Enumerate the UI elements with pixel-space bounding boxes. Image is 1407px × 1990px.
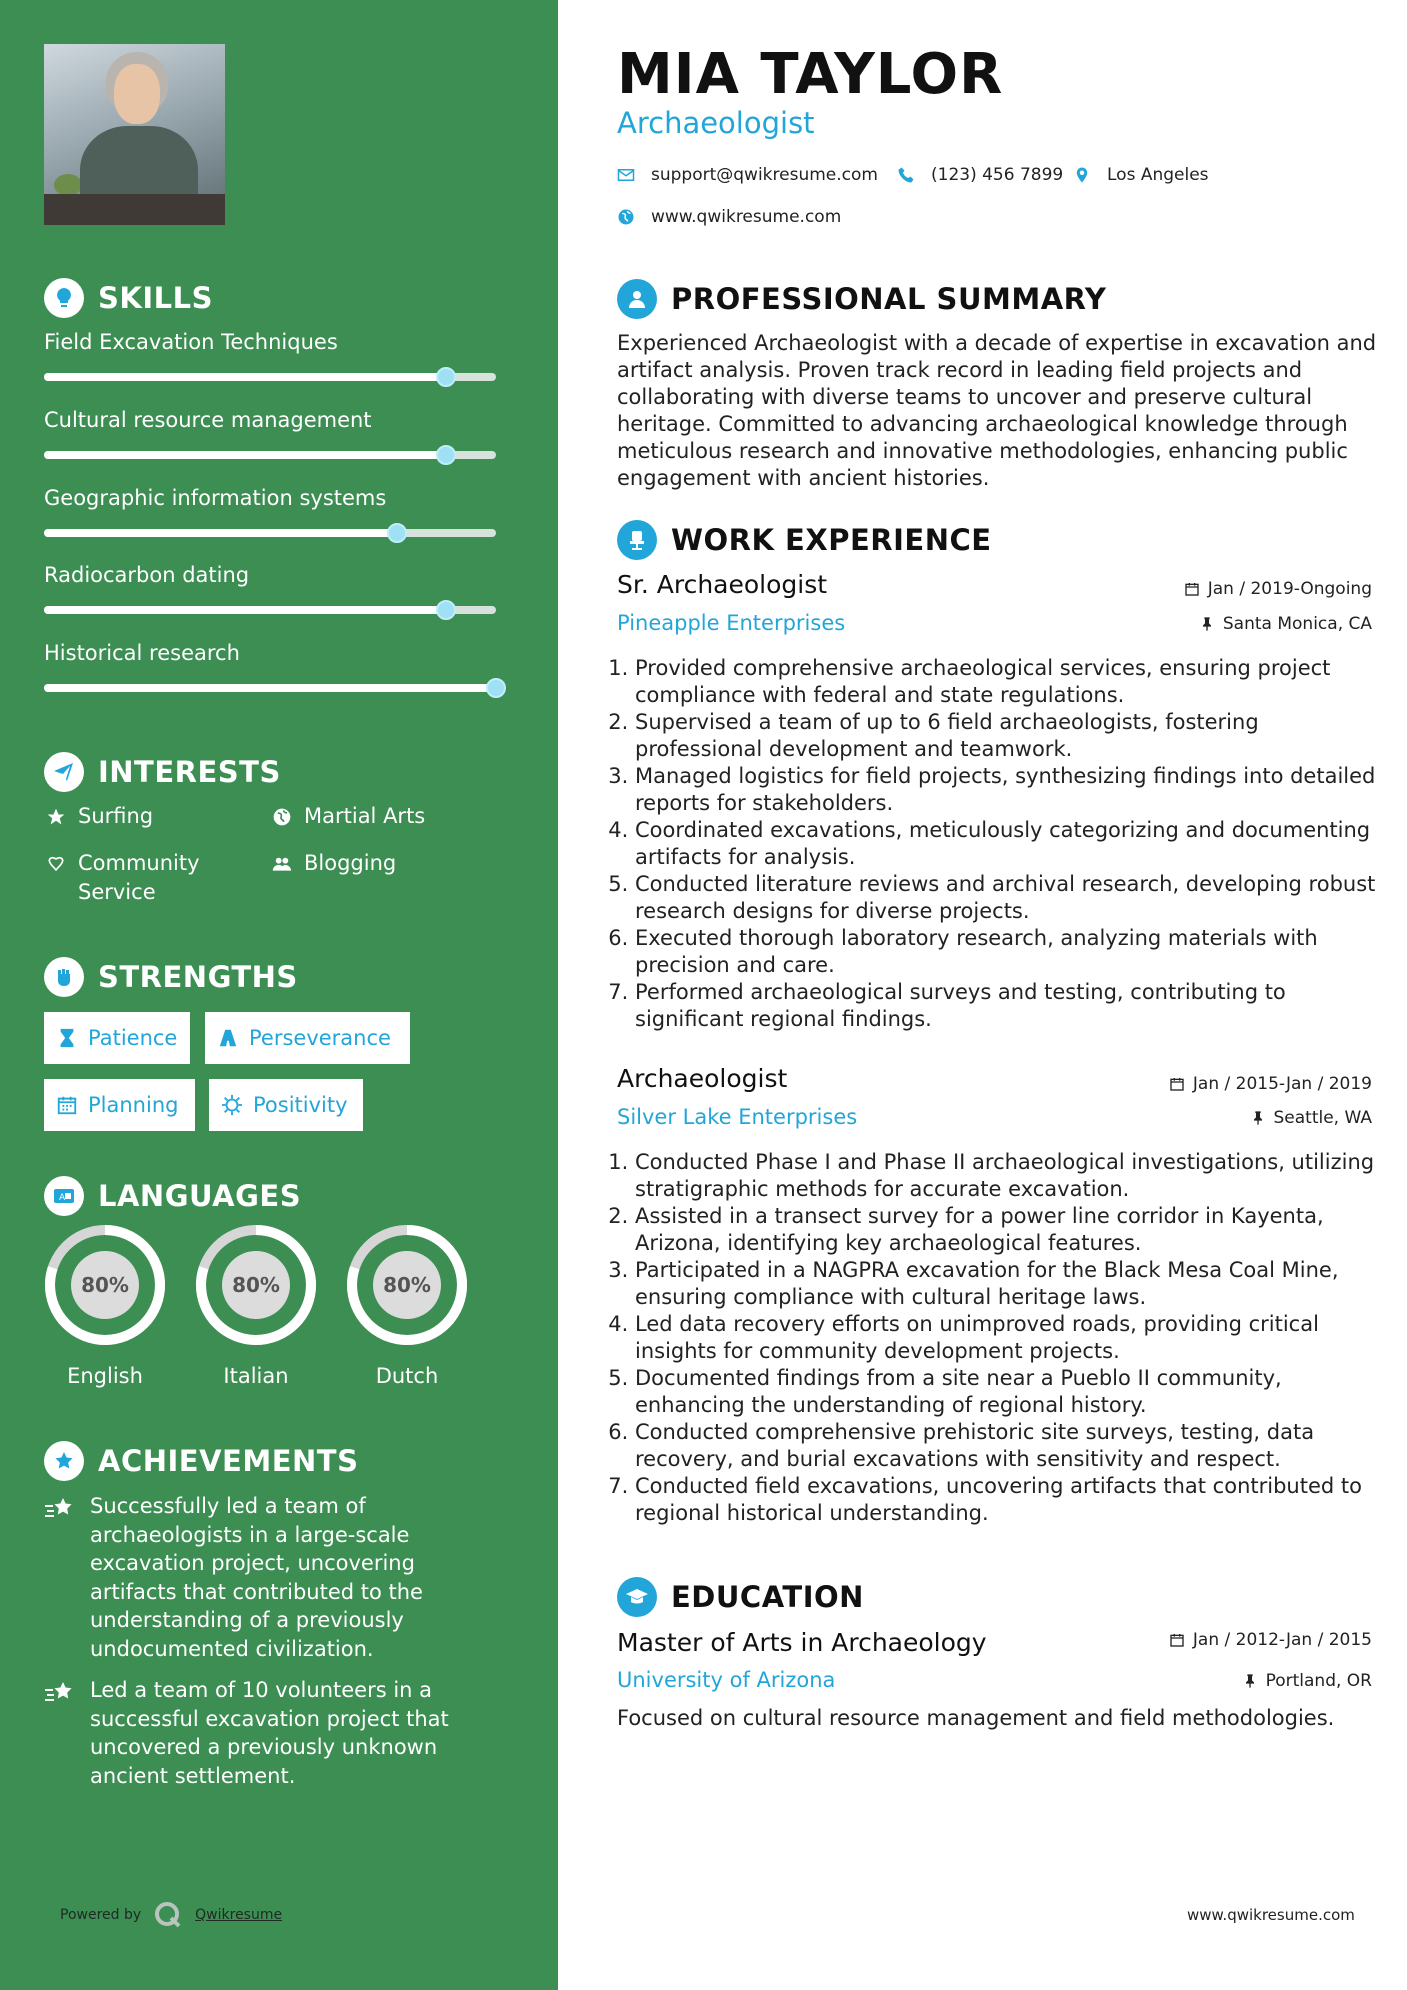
shooting-star-icon: [44, 1680, 78, 1790]
contact-phone: [897, 165, 1063, 185]
powered-by-label: Powered by: [60, 1907, 142, 1923]
language-percent: 80%: [383, 1273, 431, 1297]
strengths-heading: [44, 957, 298, 997]
job-bullet: 1. Provided comprehensive archaeological services, ensuring project compliance with federal and state regulations.: [635, 655, 1377, 709]
contact-website: [617, 207, 841, 227]
job-bullet: 4. Led data recovery efforts on unimproved roads, providing critical insights for community development projects.: [635, 1311, 1377, 1365]
calendar-icon: [1169, 1076, 1185, 1092]
skill-name: Historical research: [44, 641, 240, 665]
job-dates: [1169, 1074, 1372, 1094]
pushpin-icon: [1250, 1110, 1266, 1126]
pushpin-icon: [1242, 1673, 1258, 1689]
job-bullet: 6. Conducted comprehensive prehistoric site surveys, testing, data recovery, and burial excavations with sensitivity and respect.: [635, 1419, 1377, 1473]
powered-by: [60, 1900, 282, 1930]
education-location-text: Portland, OR: [1265, 1671, 1372, 1691]
heart-outline-icon: [44, 849, 68, 878]
lightbulb-icon: [44, 278, 84, 318]
summary-heading: [617, 279, 1106, 319]
education-heading: [617, 1577, 864, 1617]
skill-bar: [44, 373, 496, 381]
interest-label: Martial Arts: [304, 804, 426, 828]
footer-url[interactable]: www.qwikresume.com: [1187, 1906, 1355, 1924]
website-text: www.qwikresume.com: [651, 207, 842, 227]
job-bullet: 7. Conducted field excavations, uncovering artifacts that contributed to regional historical understanding.: [635, 1473, 1377, 1527]
education-description: Focused on cultural resource management and field methodologies.: [617, 1706, 1335, 1730]
users-icon: [270, 849, 294, 878]
strength-badge: [44, 1012, 190, 1064]
interests-heading: [44, 752, 281, 792]
road-icon: [217, 1027, 239, 1049]
globe-icon: [270, 802, 294, 831]
job-company: Silver Lake Enterprises: [617, 1105, 858, 1129]
strength-label: Patience: [88, 1026, 178, 1050]
language-name: Dutch: [375, 1364, 439, 1388]
skill-bar: [44, 684, 496, 692]
envelope-icon: [617, 166, 635, 184]
shooting-star-icon: [44, 1496, 78, 1663]
interest-item: [270, 802, 425, 831]
email-text: support@qwikresume.com: [651, 165, 878, 185]
job-bullet: 2. Supervised a team of up to 6 field archaeologists, fostering professional development and teamwork.: [635, 709, 1377, 763]
office-chair-icon: [617, 520, 657, 560]
interest-label: Blogging: [304, 851, 397, 875]
job-bullets: [617, 1149, 1377, 1527]
strength-label: Perseverance: [249, 1026, 391, 1050]
job-location-text: Seattle, WA: [1273, 1108, 1372, 1128]
achievements-title: ACHIEVEMENTS: [98, 1444, 359, 1478]
strength-label: Positivity: [253, 1093, 348, 1117]
language-percent: 80%: [81, 1273, 129, 1297]
education-location: [1242, 1671, 1372, 1691]
language-name: Italian: [223, 1364, 289, 1388]
language-item: [346, 1224, 468, 1388]
interest-item: [44, 802, 153, 831]
skill-item: [44, 563, 504, 587]
job-bullet: 3. Participated in a NAGPRA excavation for the Black Mesa Coal Mine, ensuring compliance with cultural heritage laws.: [635, 1257, 1377, 1311]
job-bullet: 5. Conducted literature reviews and archival research, developing robust research designs for diverse projects.: [635, 871, 1377, 925]
skills-heading: [44, 278, 213, 318]
graduation-icon: [617, 1577, 657, 1617]
map-marker-icon: [1073, 166, 1091, 184]
strength-label: Planning: [88, 1093, 179, 1117]
achievement-text: Successfully led a team of archaeologists in a large-scale excavation project, uncovering artifacts that contributed to the understanding of a previously undocumented civilization.: [90, 1494, 423, 1661]
skill-item: [44, 486, 504, 510]
star-icon: [44, 802, 68, 831]
sidebar: [0, 0, 558, 1990]
globe-icon: [617, 208, 635, 226]
language-item: [44, 1224, 166, 1388]
skill-slider-knob: [436, 445, 456, 465]
skill-item: [44, 408, 504, 432]
skill-slider-knob: [486, 678, 506, 698]
job-location: [1250, 1108, 1373, 1128]
skill-name: Radiocarbon dating: [44, 563, 250, 587]
achievement-text: Led a team of 10 volunteers in a successful excavation project that uncovered a previously unknown ancient settlement.: [90, 1678, 449, 1788]
interests-title: INTERESTS: [98, 755, 281, 789]
calendar-icon: [56, 1094, 78, 1116]
strengths-title: STRENGTHS: [98, 960, 298, 994]
skill-slider-knob: [387, 523, 407, 543]
candidate-role: Archaeologist: [617, 106, 815, 140]
language-name: English: [67, 1364, 143, 1388]
candidate-name: MIA TAYLOR: [617, 42, 1004, 107]
skill-bar: [44, 606, 496, 614]
education-dates-text: Jan / 2012-Jan / 2015: [1192, 1630, 1372, 1650]
job-bullet: 5. Documented findings from a site near a Pueblo II community, enhancing the understanding of regional history.: [635, 1365, 1377, 1419]
job-location-text: Santa Monica, CA: [1222, 614, 1372, 634]
achievement-item: [44, 1492, 504, 1663]
interest-item: [44, 849, 234, 907]
interest-label: Surfing: [78, 804, 154, 828]
job-bullet: 2. Assisted in a transect survey for a power line corridor in Kayenta, Arizona, identifying key archaeological features.: [635, 1203, 1377, 1257]
skill-slider-knob: [436, 367, 456, 387]
achievement-item: [44, 1676, 504, 1790]
school-name: University of Arizona: [617, 1668, 836, 1692]
pushpin-icon: [1199, 616, 1215, 632]
contact-location: [1073, 165, 1209, 185]
hourglass-icon: [56, 1027, 78, 1049]
skill-bar: [44, 529, 496, 537]
education-title: EDUCATION: [671, 1580, 864, 1614]
job-title: Archaeologist: [617, 1064, 788, 1093]
job-dates-text: Jan / 2015-Jan / 2019: [1192, 1074, 1372, 1094]
skill-item: [44, 330, 504, 354]
qwikresume-logo-icon: [153, 1900, 183, 1930]
skill-name: Field Excavation Techniques: [44, 330, 338, 354]
language-card-icon: [44, 1176, 84, 1216]
experience-heading: [617, 520, 992, 560]
languages-heading: [44, 1176, 301, 1216]
location-text: Los Angeles: [1107, 165, 1209, 185]
interest-label: Community Service: [78, 851, 200, 904]
fist-icon: [44, 957, 84, 997]
achievements-heading: [44, 1441, 358, 1481]
skill-name: Geographic information systems: [44, 486, 387, 510]
job-bullet: 3. Managed logistics for field projects, synthesizing findings into detailed reports for stakeholders.: [635, 763, 1377, 817]
star-badge-icon: [44, 1441, 84, 1481]
svg-text:A: A: [59, 1193, 66, 1203]
skill-bar: [44, 451, 496, 459]
job-bullet: 6. Executed thorough laboratory research, analyzing materials with precision and care.: [635, 925, 1377, 979]
job-dates-text: Jan / 2019-Ongoing: [1207, 579, 1372, 599]
phone-icon: [897, 166, 915, 184]
phone-text: (123) 456 7899: [931, 165, 1064, 185]
experience-title: WORK EXPERIENCE: [671, 523, 992, 557]
job-dates: [1184, 579, 1372, 599]
strength-badge: [205, 1012, 410, 1064]
skill-name: Cultural resource management: [44, 408, 372, 432]
interest-item: [270, 849, 396, 878]
contact-email: [617, 165, 878, 185]
skill-slider-knob: [436, 600, 456, 620]
qwikresume-link[interactable]: Qwikresume: [195, 1907, 283, 1923]
calendar-icon: [1184, 581, 1200, 597]
user-icon: [617, 279, 657, 319]
paper-plane-icon: [44, 752, 84, 792]
strength-badge: [44, 1079, 195, 1131]
calendar-icon: [1169, 1632, 1185, 1648]
strength-badge: [209, 1079, 363, 1131]
skill-item: [44, 641, 504, 665]
summary-text: Experienced Archaeologist with a decade of expertise in excavation and artifact analysis. Proven track record in leading field projects and collaborating with diverse teams to uncover and preserve cultural heritage. Committed to advancing archaeological knowledge through meticulous research and innovative methodologies, enhancing public engagement with ancient histories.: [617, 331, 1377, 490]
job-title: Sr. Archaeologist: [617, 570, 828, 599]
summary-title: PROFESSIONAL SUMMARY: [671, 282, 1107, 316]
job-location: [1199, 614, 1372, 634]
job-bullets: [617, 655, 1377, 1033]
degree-title: Master of Arts in Archaeology: [617, 1628, 987, 1657]
job-company: Pineapple Enterprises: [617, 611, 846, 635]
language-item: [195, 1224, 317, 1388]
profile-photo: [44, 44, 225, 225]
job-bullet: 4. Coordinated excavations, meticulously categorizing and documenting artifacts for analysis.: [635, 817, 1377, 871]
education-dates: [1169, 1630, 1372, 1650]
skills-title: SKILLS: [98, 281, 213, 315]
language-percent: 80%: [232, 1273, 280, 1297]
job-bullet: 7. Performed archaeological surveys and testing, contributing to significant regional findings.: [635, 979, 1377, 1033]
job-bullet: 1. Conducted Phase I and Phase II archaeological investigations, utilizing stratigraphic methods for accurate excavation.: [635, 1149, 1377, 1203]
languages-title: LANGUAGES: [98, 1179, 302, 1213]
sun-icon: [221, 1094, 243, 1116]
